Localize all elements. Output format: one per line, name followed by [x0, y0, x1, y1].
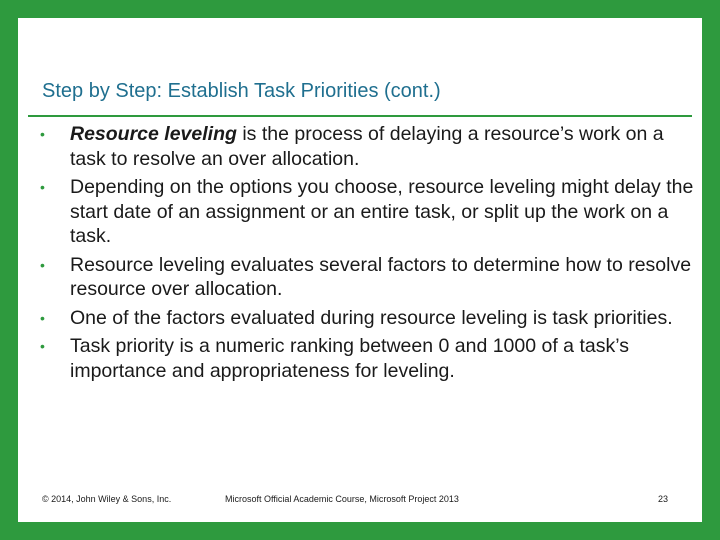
bullet-icon: • — [40, 126, 45, 142]
bullet-text: Depending on the options you choose, resource leveling might delay the start date of an assignment or an entire task, or split up the work on a task. — [70, 176, 694, 247]
bullet-list — [40, 122, 694, 387]
footer-course: Microsoft Official Academic Course, Microsoft Project 2013 — [225, 494, 459, 504]
bullet-text: is the process of delaying a resource’s work on a task to resolve an over allocation. — [70, 123, 664, 170]
bullet-text: Resource leveling evaluates several factors to determine how to resolve resource over allocation. — [70, 253, 692, 300]
bullet-emphasis: Resource leveling — [70, 123, 237, 145]
bullet-text: Task priority is a numeric ranking between 0 and 1000 of a task’s importance and appropriateness for leveling. — [70, 335, 629, 382]
page-number: 23 — [657, 494, 668, 504]
bullet-item — [40, 253, 694, 302]
bullet-item — [40, 122, 694, 171]
bullet-icon: • — [40, 338, 45, 354]
bullet-icon: • — [40, 256, 45, 273]
bullet-icon: • — [40, 179, 45, 195]
bullet-item — [40, 306, 694, 331]
title-divider — [28, 115, 692, 117]
slide-footer — [42, 494, 678, 508]
footer-copyright: © 2014, John Wiley & Sons, Inc. — [42, 494, 172, 504]
bullet-item — [40, 334, 694, 383]
slide-title: Step by Step: Establish Task Priorities (cont.) — [42, 80, 441, 102]
bullet-item — [40, 175, 694, 249]
bullet-text: One of the factors evaluated during resource leveling is task priorities. — [70, 306, 673, 329]
bullet-icon: • — [40, 309, 45, 326]
